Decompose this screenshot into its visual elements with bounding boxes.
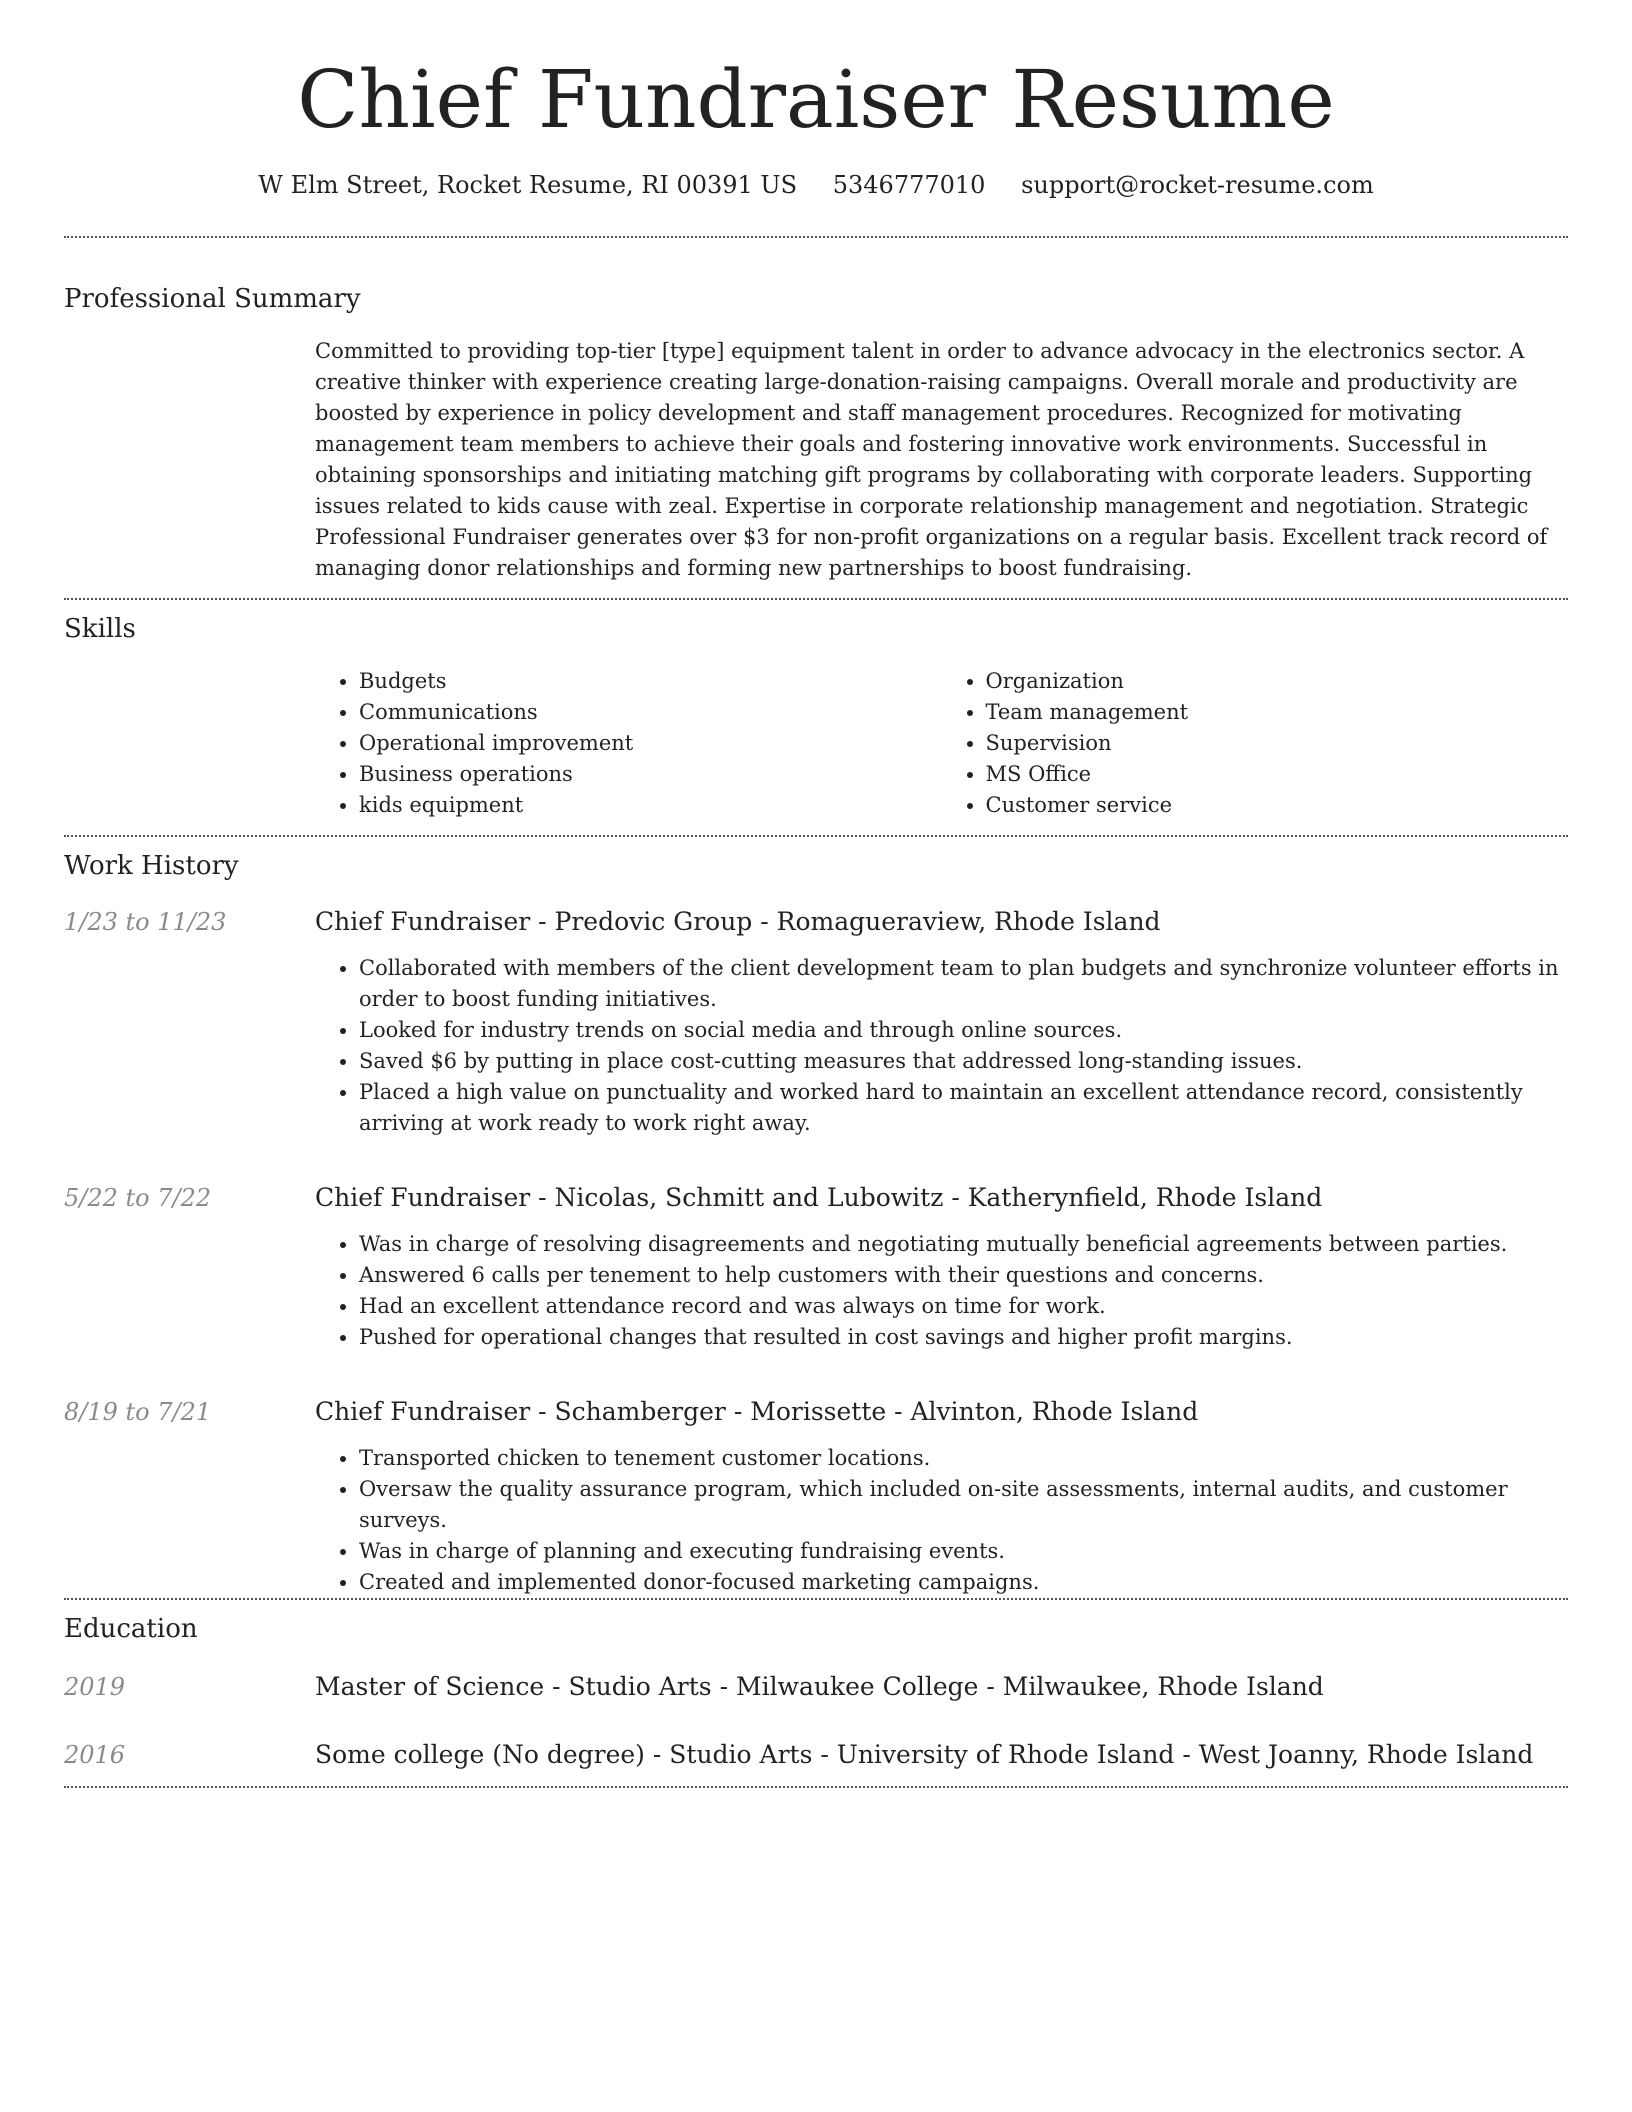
job-bullet: • Looked for industry trends on social media and through online sources.: [359, 1015, 1569, 1046]
job-bullet: • Transported chicken to tenement customer locations.: [359, 1443, 1569, 1474]
job-bullet: • Was in charge of resolving disagreements and negotiating mutually beneficial agreements between parties.: [359, 1229, 1569, 1260]
skill-item: • Organization: [986, 666, 1569, 697]
skills-column-right: [942, 666, 1569, 821]
job-bullet: • Oversaw the quality assurance program, which included on-site assessments, internal audits, and customer surveys.: [359, 1474, 1569, 1536]
section-title-work-history: Work History: [64, 851, 239, 881]
skills-column-left: [315, 666, 942, 821]
resume-title: Chief Fundraiser Resume: [297, 53, 1335, 146]
divider: [64, 1786, 1568, 1788]
job-header: [64, 905, 1568, 939]
job-date: 1/23 to 11/23: [64, 908, 227, 936]
resume-page: [64, 0, 1568, 1788]
education-degree: Master of Science - Studio Arts - Milwaukee College - Milwaukee, Rhode Island: [315, 1672, 1324, 1701]
job-bullet: • Pushed for operational changes that resulted in cost savings and higher profit margins.: [359, 1322, 1569, 1353]
job-bullet: • Placed a high value on punctuality and worked hard to maintain an excellent attendance record, consistently arriving at work ready to work right away.: [359, 1077, 1569, 1139]
skill-item: • Business operations: [359, 759, 942, 790]
job-bullets: [315, 953, 1569, 1139]
divider: [64, 598, 1568, 600]
education-date: 2019: [64, 1673, 126, 1701]
skill-item: • Team management: [986, 697, 1569, 728]
education-degree: Some college (No degree) - Studio Arts - University of Rhode Island - West Joanny, Rhode Island: [315, 1740, 1534, 1769]
divider: [64, 835, 1568, 837]
education-entry: [64, 1738, 1568, 1772]
job-date: 8/19 to 7/21: [64, 1398, 212, 1426]
job-date: 5/22 to 7/22: [64, 1184, 212, 1212]
job-bullet: • Collaborated with members of the client development team to plan budgets and synchronize volunteer efforts in order to boost funding initiatives.: [359, 953, 1569, 1015]
job-bullet: • Was in charge of planning and executing fundraising events.: [359, 1536, 1569, 1567]
job-bullets: [315, 1229, 1569, 1353]
job-bullet: • Created and implemented donor-focused marketing campaigns.: [359, 1567, 1569, 1598]
contact-email: support@rocket-resume.com: [1021, 171, 1374, 199]
skill-item: • kids equipment: [359, 790, 942, 821]
summary-text: Committed to providing top-tier [type] equipment talent in order to advance advocacy in the electronics sector. A creative thinker with experience creating large-donation-raising campaigns. Overall morale and productivity are boosted by experience in policy development and staff management procedures. Recognized for motivating management team members to achieve their goals and fostering innovative work environments. Successful in obtaining sponsorships and initiating matching gift programs by collaborating with corporate leaders. Supporting issues related to kids cause with zeal. Expertise in corporate relationship management and negotiation. Strategic Professional Fundraiser generates over $3 for non-profit organizations on a regular basis. Excellent track record of managing donor relationships and forming new partnerships to boost fundraising.: [315, 339, 1548, 580]
job-header: [64, 1181, 1568, 1215]
education-entry: [64, 1670, 1568, 1704]
job-bullet: • Answered 6 calls per tenement to help customers with their questions and concerns.: [359, 1260, 1569, 1291]
contact-phone: 5346777010: [832, 171, 986, 199]
section-title-summary: Professional Summary: [64, 284, 361, 314]
job-entry: [64, 1181, 1568, 1353]
job-role: Chief Fundraiser - Nicolas, Schmitt and Lubowitz - Katherynfield, Rhode Island: [315, 1183, 1323, 1212]
section-title-education: Education: [64, 1614, 198, 1644]
skill-item: • Communications: [359, 697, 942, 728]
job-bullet: • Had an excellent attendance record and was always on time for work.: [359, 1291, 1569, 1322]
skill-item: • Customer service: [986, 790, 1569, 821]
skills-list: [315, 666, 1568, 821]
divider: [64, 1598, 1568, 1600]
skill-item: • MS Office: [986, 759, 1569, 790]
education-date: 2016: [64, 1741, 126, 1769]
job-role: Chief Fundraiser - Predovic Group - Romagueraview, Rhode Island: [315, 907, 1161, 936]
education-list: [64, 1670, 1568, 1772]
job-bullets: [315, 1443, 1569, 1598]
skill-item: • Operational improvement: [359, 728, 942, 759]
job-role: Chief Fundraiser - Schamberger - Morissette - Alvinton, Rhode Island: [315, 1397, 1199, 1426]
skill-item: • Supervision: [986, 728, 1569, 759]
section-title-skills: Skills: [64, 614, 136, 644]
job-bullet: • Saved $6 by putting in place cost-cutting measures that addressed long-standing issues.: [359, 1046, 1569, 1077]
job-header: [64, 1395, 1568, 1429]
job-entry: [64, 905, 1568, 1139]
contact-address: W Elm Street, Rocket Resume, RI 00391 US: [258, 171, 798, 199]
job-entry: [64, 1395, 1568, 1598]
divider: [64, 236, 1568, 238]
skill-item: • Budgets: [359, 666, 942, 697]
contact-line: [64, 168, 1568, 202]
